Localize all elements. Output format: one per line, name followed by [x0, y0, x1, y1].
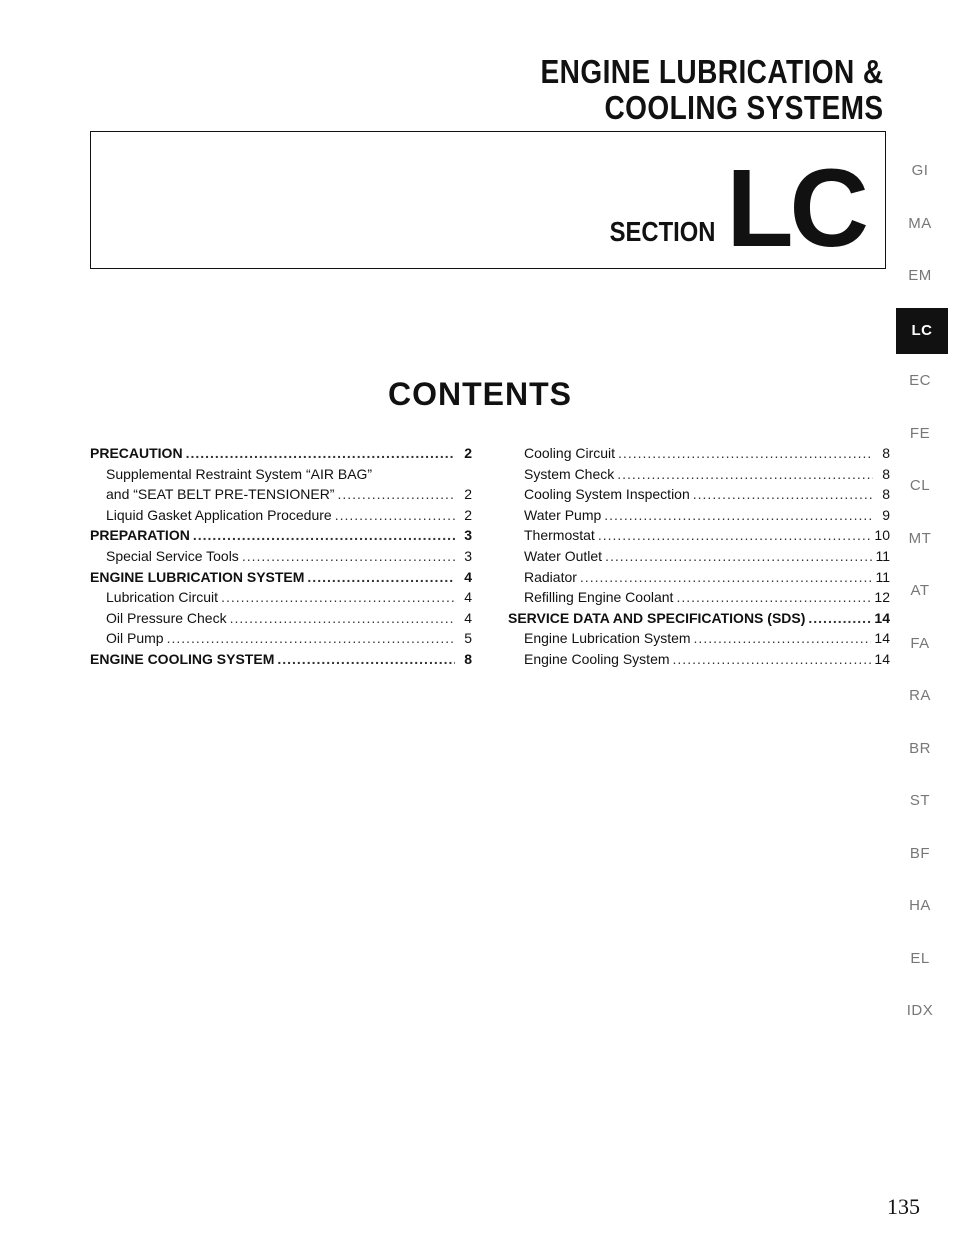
toc-entry [508, 628, 890, 649]
toc-leader-dots [186, 443, 455, 464]
title-line-2: COOLING SYSTEMS [604, 89, 884, 126]
section-tab-cl: CL [909, 477, 931, 494]
toc-entry-label: and “SEAT BELT PRE-TENSIONER” [106, 486, 335, 503]
toc-leader-dots [580, 567, 873, 588]
toc-entry-page: 11 [875, 568, 890, 585]
page-number: 135 [887, 1194, 920, 1219]
toc-leader-dots [277, 649, 455, 670]
toc-entry [90, 505, 472, 526]
toc-entry-label: Liquid Gasket Application Procedure [106, 506, 332, 523]
section-tab-ma: MA [908, 214, 932, 232]
toc-leader-dots [193, 525, 455, 546]
toc-entry-label: PRECAUTION [90, 445, 183, 461]
section-code: LC [726, 147, 865, 270]
contents-heading: CONTENTS [388, 376, 572, 412]
section-tab-lc: LC [896, 308, 948, 354]
toc-entry-label: ENGINE LUBRICATION SYSTEM [90, 568, 305, 585]
toc-entry-label: SERVICE DATA AND SPECIFICATIONS (SDS) [508, 609, 806, 626]
section-tab-at: AT [910, 582, 930, 599]
toc-leader-dots [221, 587, 455, 608]
toc-entry-label: Engine Cooling System [524, 650, 670, 667]
toc-entry-page: 3 [464, 547, 472, 564]
toc-entry-page: 8 [882, 445, 890, 461]
page-title [541, 54, 884, 126]
section-tab-bf: BF [909, 844, 931, 862]
toc-entry [90, 608, 472, 629]
toc-entry-page: 11 [875, 547, 890, 564]
section-label: SECTION [609, 216, 715, 247]
toc-entry-page: 2 [464, 486, 472, 503]
toc-entry-label: Radiator [524, 568, 577, 585]
section-tab-fe: FE [909, 424, 931, 442]
toc-leader-dots [337, 484, 455, 505]
toc-entry [90, 484, 472, 505]
toc-entry-label: Lubrication Circuit [106, 589, 219, 606]
toc-entry [90, 628, 472, 649]
toc-entry-page: 2 [464, 506, 472, 523]
section-tab-gi: GI [911, 162, 929, 179]
section-tab-fa: FA [910, 634, 930, 652]
toc-entry [90, 649, 472, 670]
toc-entry-label: Supplemental Restraint System “AIR BAG” [106, 465, 373, 482]
section-tab-ec: EC [909, 372, 931, 389]
toc-leader-dots [673, 649, 872, 670]
toc-entry [90, 464, 472, 485]
toc-leader-dots [676, 587, 871, 608]
toc-leader-dots [335, 505, 455, 526]
section-tab-st: ST [909, 792, 931, 809]
toc-entry-page: 2 [464, 445, 472, 461]
toc-leader-dots [307, 567, 455, 588]
toc-entry-page: 4 [464, 609, 472, 626]
section-box [90, 131, 886, 269]
toc-right-column [508, 443, 890, 670]
section-tab-ra: RA [909, 687, 931, 704]
toc-entry-page: 10 [874, 527, 890, 544]
toc-entry-page: 8 [882, 465, 890, 482]
toc-entry-label: Oil Pressure Check [106, 609, 227, 626]
toc-entry-page: 9 [882, 506, 890, 523]
toc-entry [508, 649, 890, 670]
toc-entry-label: Thermostat [524, 527, 595, 544]
toc-entry-page: 8 [882, 486, 890, 503]
toc-entry [508, 608, 890, 629]
section-tab-mt: MT [908, 529, 932, 547]
toc-entry [508, 505, 890, 526]
toc-leader-dots [617, 464, 873, 485]
toc-entry-label: Special Service Tools [106, 547, 239, 564]
toc-entry-page: 14 [874, 630, 890, 647]
toc-leader-dots [242, 546, 455, 567]
section-tab-em: EM [908, 267, 932, 284]
toc-entry-label: Water Pump [524, 506, 602, 523]
toc-entry [90, 587, 472, 608]
toc-entry-label: Engine Lubrication System [524, 630, 691, 647]
toc-entry-label: Oil Pump [106, 630, 164, 647]
section-tab-ha: HA [909, 897, 931, 914]
toc-entry [508, 525, 890, 546]
toc-entry [90, 546, 472, 567]
toc-leader-dots [693, 484, 873, 505]
toc-entry-page: 14 [874, 609, 890, 626]
toc-entry [508, 464, 890, 485]
title-line-1: ENGINE LUBRICATION & [540, 53, 884, 90]
section-tab-idx: IDX [906, 1002, 934, 1019]
toc-leader-dots [598, 525, 872, 546]
toc-entry [90, 443, 472, 464]
toc-leader-dots [605, 546, 872, 567]
toc-leader-dots [618, 443, 873, 464]
section-tab-br: BR [909, 739, 931, 757]
toc-entry-label: Refilling Engine Coolant [524, 589, 674, 606]
toc-entry-label: Cooling System Inspection [524, 486, 690, 503]
toc-leader-dots [167, 628, 455, 649]
toc-entry-label: PREPARATION [90, 527, 190, 544]
toc-entry-page: 4 [464, 568, 472, 585]
toc-entry [508, 484, 890, 505]
toc-entry-page: 14 [874, 650, 890, 667]
toc-entry-label: Water Outlet [524, 547, 603, 564]
toc-entry-page: 12 [874, 589, 890, 606]
toc-leader-dots [694, 628, 872, 649]
toc-entry [508, 546, 890, 567]
toc-entry-label: System Check [524, 465, 615, 482]
toc-entry-page: 5 [464, 630, 472, 647]
toc-entry-page: 3 [464, 527, 472, 544]
toc-left-column [90, 443, 472, 670]
toc-entry-page: 4 [464, 589, 472, 606]
toc-leader-dots [808, 608, 871, 629]
toc-leader-dots [230, 608, 455, 629]
toc-entry-label: Cooling Circuit [524, 445, 616, 461]
toc-entry [508, 567, 890, 588]
toc-entry-page: 8 [464, 650, 472, 667]
toc-leader-dots [604, 505, 873, 526]
toc-entry [508, 587, 890, 608]
toc-entry [90, 525, 472, 546]
section-tab-el: EL [910, 949, 930, 967]
toc-entry [90, 567, 472, 588]
toc-entry [508, 443, 890, 464]
toc-entry-label: ENGINE COOLING SYSTEM [90, 650, 275, 667]
